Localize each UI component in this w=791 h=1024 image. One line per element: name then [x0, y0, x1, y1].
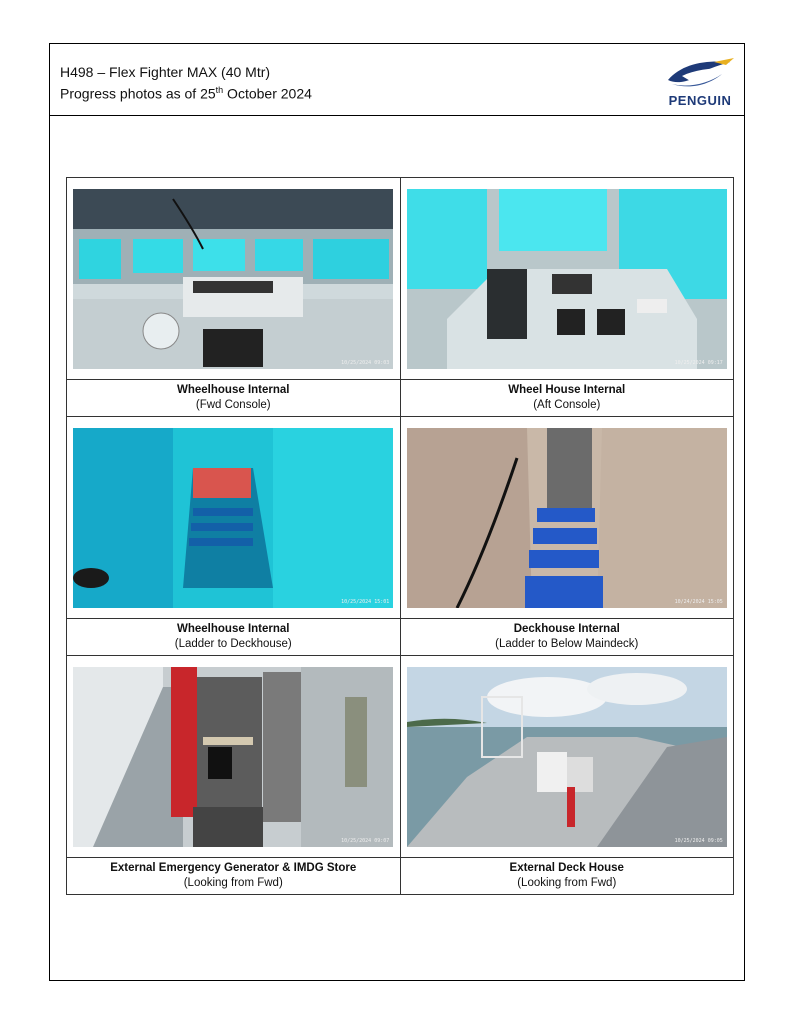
wheelhouse-fwd-console-photo: [73, 189, 393, 369]
photo-timestamp: 10/25/2024 09:03: [341, 359, 390, 366]
photo-caption: [400, 858, 734, 895]
page-header: [50, 44, 744, 116]
title-date-prefix: Progress photos as of 25: [60, 85, 216, 102]
photo-timestamp: 10/25/2024 09:17: [674, 359, 723, 366]
photo-caption: [67, 619, 401, 656]
photo-timestamp: 10/25/2024 09:07: [341, 837, 390, 844]
caption-title: Wheel House Internal: [508, 384, 626, 396]
caption-subtitle: (Looking from Fwd): [183, 877, 283, 889]
document-title: [60, 63, 312, 103]
photo-cell: [67, 656, 401, 858]
wheelhouse-ladder-photo: [73, 428, 393, 608]
photo-grid: [66, 177, 734, 895]
caption-subtitle: (Ladder to Below Maindeck): [495, 638, 639, 650]
caption-subtitle: (Aft Console): [533, 399, 601, 411]
deckhouse-ladder-photo: [407, 428, 727, 608]
title-line-2: [60, 81, 312, 103]
logo-text: PENGUIN: [668, 93, 732, 108]
wheelhouse-aft-console-photo: [407, 189, 727, 369]
external-deck-house-photo: [407, 667, 727, 847]
title-date-suffix: October 2024: [223, 85, 312, 102]
photo-caption: [400, 619, 734, 656]
photo-cell: [67, 417, 401, 619]
photo-timestamp: 10/24/2024 15:05: [674, 598, 723, 605]
document-page: [49, 43, 745, 981]
title-date-sup: th: [215, 85, 224, 95]
photo-caption: [67, 858, 401, 895]
caption-title: Wheelhouse Internal: [177, 384, 290, 396]
title-line-1: H498 – Flex Fighter MAX (40 Mtr): [60, 64, 271, 80]
caption-subtitle: (Ladder to Deckhouse): [174, 638, 292, 650]
photo-timestamp: 10/25/2024 09:05: [674, 837, 723, 844]
caption-title: External Deck House: [509, 862, 624, 874]
photo-caption: [400, 380, 734, 417]
caption-title: External Emergency Generator & IMDG Store: [110, 862, 357, 874]
penguin-logo: [664, 54, 736, 110]
caption-title: Wheelhouse Internal: [177, 623, 290, 635]
photo-cell: [400, 178, 734, 380]
photo-timestamp: 10/25/2024 15:01: [341, 598, 390, 605]
photo-cell: [67, 178, 401, 380]
caption-subtitle: (Fwd Console): [195, 399, 271, 411]
caption-title: Deckhouse Internal: [513, 623, 620, 635]
penguin-bird-icon: [664, 54, 736, 94]
caption-subtitle: (Looking from Fwd): [517, 877, 617, 889]
emergency-generator-store-photo: [73, 667, 393, 847]
photo-cell: [400, 417, 734, 619]
photo-cell: [400, 656, 734, 858]
photo-caption: [67, 380, 401, 417]
